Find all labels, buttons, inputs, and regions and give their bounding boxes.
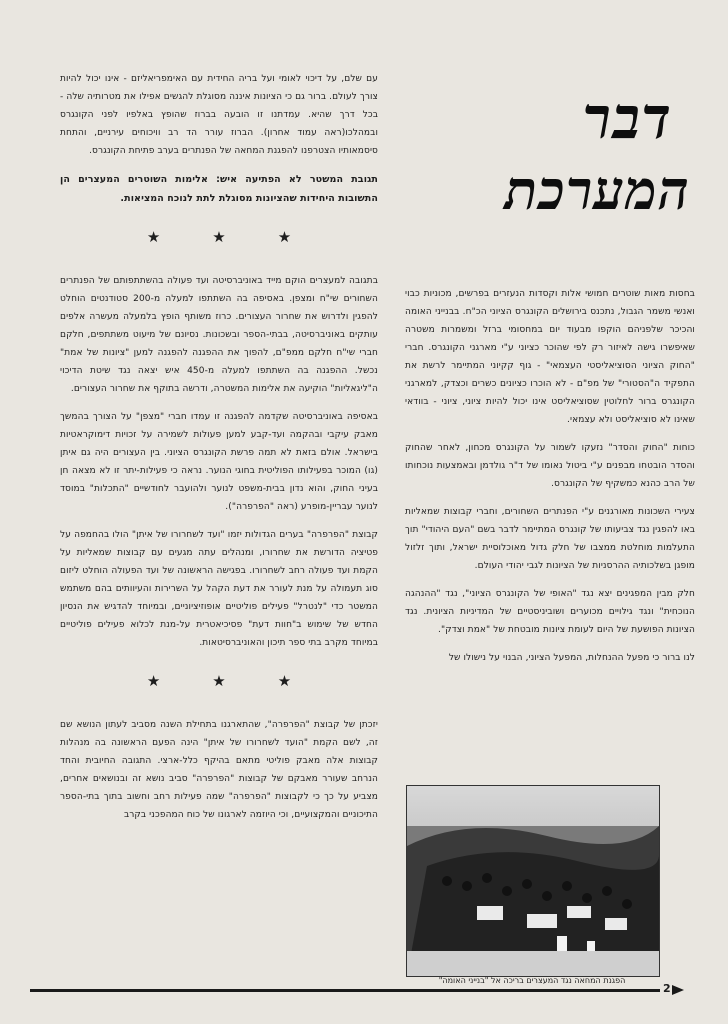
protest-photo-image [407,786,659,976]
right-paragraph-5: לנו ברור כי מפעל ההנחלות, המפעל הציוני, הבנוי על נישולו של [448,653,695,663]
page-number: 2 [663,982,671,995]
left-column [60,70,378,834]
masthead [390,82,690,242]
masthead-line-1: דבר [582,84,672,152]
star-icon: ★ [212,672,226,690]
right-paragraph-2: כוחות "החוק והסדר" נזעקו לשמור על הקונגרס מכחון, לאחר שהחוק והסדר הובטחו מבפנים ע"י ביטול נאומו של ד"ר גולדמן ובאמצעות נוכחותו של הרב כהנא כמשקיף של הקונגרס. [405,443,695,489]
left-paragraph-1: עם שלם, על דיכוי לאומי ועל בריה החידית עם האימפריאליזם - אינו יכול להיות צורך לעולם. ברור גם כי הציונות איננה מסוגלת להגשים אפילו את מטרותיה שלה - בכל דרך שהיא. עמדתנו זו הובעה בברוז שהופץ באלפיו לפני הקונגרס ובמהלכו(ראה עמוד אחרון). הברוז עורר הד רב וויכוחים עירניים, והתחת סיסמאותיו הצטרפנו להפגנת המחאה של הפנתרים בערב פתיחת הקונגרס. [60,74,378,156]
star-separator-2 [60,672,378,690]
star-icon: ★ [277,228,292,246]
photo-caption: הפגנת המחאה נגד המעצרים בריכה אל "בנייני האומה" [438,976,626,985]
right-paragraph-4: חלק מבין המפגינים יצא נגד "האופי של הקונגרס הציוני", נגד "ההנהגה הנוכחית" ונגד גילויים מכוערים ושוביניסטיים של המדיניות הציונית. נגד הציונות הפושעת של היום לעומת ציונות מובטחת של "אמת וצדק". [405,589,695,635]
arrow-right-icon [672,985,684,995]
star-icon: ★ [146,228,161,246]
left-paragraph-3: בתגובה למעצרים הוקם מייד באוניברסיטה ועד פעולה בהשתתפותם של הפנתרים השחורים שי"ח ומצפן. באסיפה בה השתתפו למעלה מ-200 סטודנטים הוחלט להפגין ולדרוש את שחרור העצורים. כרוז משותף הופץ בלמעלה מעשרה אלפים עותקים באוניברסיטה, בבתי-הספר ובשכונות. נסיונם של מיעוט משתתפים, חלקם חברי שי"ח חלקם ממפ"ם, להפוך את ההפגנה להפגנה למען "ציונות של אמת" נכשל. ההפגנה בה השתתפו למעלה מ-450 איש יצאה נגד שיטת הדיכוי ה"ליגאליות" הוקיעה את אלימות המשטרה, ודרשה בתוקף את שחרור העצורים. [60,276,378,394]
protest-photo [406,785,660,977]
star-icon: ★ [146,672,161,690]
masthead-line-2: המערכת [504,158,690,222]
right-paragraph-3: צעירי השכונות מאורגנים ע"י הפנתרים השחורים, וחברי קבוצות שמאליות באו להפגין נגד צביעותו של קונגרס המתיימר לדבר בשם "העם היהודי" תוך התעלמות מוחלטת ממצבו של חלק גדול מאוכלוסיית ישראל, ותוך זלזול מופגן בשלכותיה ההרסניות של הציונות לגבי יהודי העולם. [405,507,695,571]
star-icon: ★ [277,672,292,690]
left-paragraph-2-bold: תגובת המשטר לא הפתיעה איש: אלימות השוטרים המעצרים הן התשובות היחידות שהציונות מסוגלת לתת לנוכח המציאות. [60,174,378,204]
star-separator-1 [60,228,378,246]
right-paragraph-1: בחסות מאות שוטרים חמושי אלות וקסדות הנעזרים בפרשים, מכוניות כבוי ואנשי משמר הגבול, נתכנס בירושלים הקונגרס הציוני הכ"ח. בבנייני האומה והכיכר שלפניהם הוקפו מבעוד יום במחסומי ברזל ומשמרות משטרה שאיפשרו גישה לאיזור רק לפי שהוכר כציוני ע"י מארגני הקונגרס. חברי "החוק הציוני הסוציאליסטי העצמאי" - גוף קקיוני המתיימר לרשת את התפקיד ה"הסטורי" של מפ"ם - לא הוכרו כציונים כשרים וכצדק, למארגני הקונגרס ברור לחלוטין שסוציאליסט אינו יכול להיות ציוני, ציוני - בוודאי שאינו לא סוציאליסט ולא עצמאי. [405,289,695,425]
left-paragraph-4: באסיפה באוניברסיטה שקדמה להפגנה זו עמדו חברי "מצפן" על הצורך בהמשך מאבק עיקבי ובהקמה ועד-קבע למען פעולות לשמירה על זכויות דימוקראטיות בישראל. אולם בזאת לא תמה פרשת הקונגרס הציוני. בין העצורים היה גם איתן (גו) המוכר בפעילותו הפוליטית בחוגי הנוער. נראה כי פעילות-יתר זו לא מצאה חן בעיני החוק, והוא נדון בבית-משפט לנוער ולהועבר לחודשיים "התכלות" במוסד לנוער עבריין-מופרע (ראה "הפרפרה"). [60,412,378,512]
footer-divider [30,989,660,992]
star-icon: ★ [212,228,226,246]
right-column [405,285,695,677]
left-paragraph-5: קבוצת "הפרפרה" בערים הגדולות יזמו "ועד לשחרורו של איתן" הולו בהחמפה על פטיציה הדורשת את שחרורו, ומנהלים עתה מגעים עם קבוצות שמאליות על הקמת ועד פעולה רחב לשחרורו. בפגישה הראשונה של ועד הפעולה הוחלט ליזום סוג תעמולה על מנת לעורר את דעת הקהל על השרירות והעיוותים בהם משתמש המשטר כדי "לנטרל" פעילים פוליטיים אופוזיציוניים, ובמיוחד להדגיש את הנסיון החדש של שימוש ב"חוות דעת" פסיכיאטרית על-מנת לכלוא פעילים פוליטיים במיוחד מקרב בתי ספר תיכון והאוניברסיטאות. [60,530,378,648]
left-paragraph-6: יזכתן של קבוצת "הפרפרה", שהתארגנו בתחילת השנה מסביב לעתון הנושא שם זה, לשם הקמת "הועד לשחרורו של איתן" הינה הפעם הראשונה בה מנהלות קבוצות אלה מאבק פוליטי מתאם בהיקף כלל-ארצי. התגובה החיובית והחד הנרחב שעורר מאבקם של קבוצות "הפרפרה" סביב נושא זה ובנושאים אחרים, מצביע על כך כי לקבוצות "הפרפרה" שמה פעילות רחב וחשוב בתוך בתי-הספר התיכוניים והמקצועיים, וכי היוזמה לארגונו של כוח המהפכני בקרב [60,720,378,820]
